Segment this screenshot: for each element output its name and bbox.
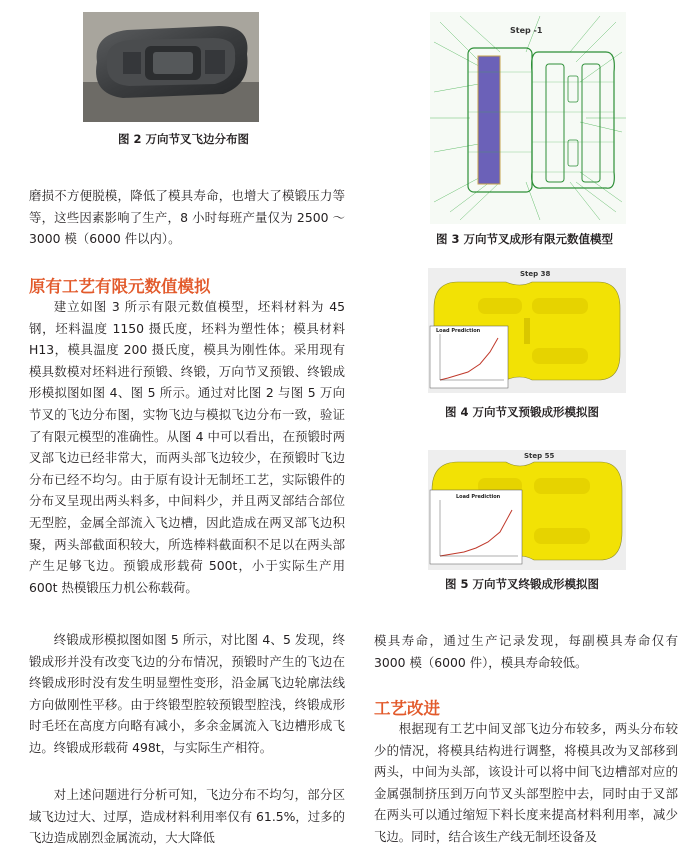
figure-2-caption: 图 2 万向节叉飞边分布图: [118, 132, 250, 146]
figure-5-step-label: Step 55: [524, 452, 555, 460]
left-section-heading: 原有工艺有限元数值模拟: [29, 277, 211, 296]
right-section-heading: 工艺改进: [374, 699, 440, 718]
figure-3-mesh-model: [430, 12, 626, 224]
figure-4-preforging-sim: [428, 268, 626, 393]
right-continued-paragraph: 模具寿命，通过生产记录发现，每副模具寿命仅有 3000 模（6000 件），模具寿命较低。: [374, 633, 678, 670]
left-paragraph-2: 终锻成形模拟图如图 5 所示，对比图 4、5 发现，终锻成形并没有改变飞边的分布情况，预锻时产生的飞边在终锻成形时没有发生明显塑性变形，沿金属飞边轮廓法线方向做刚性平移。由于终锻型腔较预锻型腔浅，终锻成形时毛坯在高度方向略有减小，多余金属流入飞边槽形成飞边。终锻成形载荷 498t，与实际生产相符。: [29, 632, 345, 755]
left-paragraph-3: 对上述问题进行分析可知，飞边分布不均匀，部分区域飞边过大、过厚，造成材料利用率仅有 61.5%，过多的飞边造成剧烈金属流动，大大降低: [29, 787, 345, 846]
forging-photo-graphic: [83, 12, 259, 122]
right-paragraph-1: 根据现有工艺中间叉部飞边分布较多，两头分布较少的情况，将模具结构进行调整，将模具改为叉部移到两头，中间为头部，该设计可以将中间飞边槽部对应的金属强制挤压到万向节叉头部型腔中去，同时由于叉部在两头可以通过缩短下料长度来提高材料利用率，减少飞边。同时，结合该生产线无制坯设备及: [374, 721, 678, 844]
finalforging-sim-graphic: [428, 450, 626, 570]
left-intro-paragraph: 磨损不方便脱模，降低了模具寿命，也增大了模锻压力等等，这些因素影响了生产，8 小时每班产量仅为 2500 ～ 3000 模（6000 件以内）。: [29, 188, 345, 247]
figure-2-photo: [83, 12, 259, 122]
figure-3-caption: 图 3 万向节叉成形有限元数值模型: [436, 232, 614, 246]
figure-5-finalforging-sim: [428, 450, 626, 570]
figure-4-step-label: Step 38: [520, 270, 551, 278]
left-paragraph-1: 建立如图 3 所示有限元数值模型，坯料材料为 45 钢，坯料温度 1150 摄氏度，坯料为塑性体；模具材料 H13，模具温度 200 摄氏度，模具为刚性体。采用现有模具数模对坯料进行预锻、终锻，万向节叉预锻、终锻成形模拟图如图 4、图 5 所示。通过对比图 2 与图 5 万向节叉的飞边分布图，实物飞边与模拟飞边分布一致，验证了有限元模型的准确性。从图 4 中可以看出，在预锻时两叉部飞边已经非常大，而两头部飞边较少，在预锻时飞边分布已经不均匀。由于原有设计无制坯工艺，实际锻件的分布叉呈现出两头料多，中间料少，并且两叉部结合部位无型腔，金属全部流入飞边槽，因此造成在两叉部飞边积聚，两头部截面积较大，所选棒料截面积不足以在两头部产生足够飞边。预锻成形载荷 500t，小于实际生产用 600t 热模锻压力机公称载荷。: [29, 299, 345, 595]
fem-mesh-graphic: [430, 12, 626, 224]
figure-5-caption: 图 5 万向节叉终锻成形模拟图: [445, 577, 600, 591]
figure-4-inset-title: Load Prediction: [436, 328, 481, 334]
figure-5-inset-title: Load Prediction: [456, 494, 501, 500]
figure-3-step-label: Step -1: [510, 26, 543, 35]
figure-4-caption: 图 4 万向节叉预锻成形模拟图: [445, 405, 600, 419]
